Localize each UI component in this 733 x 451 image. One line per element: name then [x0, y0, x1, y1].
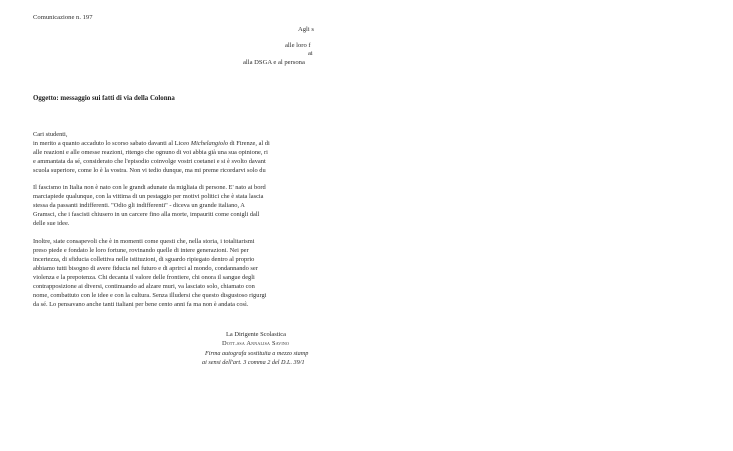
paragraph-2-line: Gramsci, che i fascisti chiusero in un carcere fino alla morte, impauriti come conigli dall — [33, 211, 260, 218]
recipient-line: ai — [308, 50, 313, 57]
paragraph-1-line: alle reazioni e alle omesse reazioni, ritengo che ognuno di voi abbia già una sua opinione, ri — [33, 149, 268, 156]
recipient-line: alla DSGA e al persona — [243, 59, 305, 66]
paragraph-3-line: preso piede e fondato le loro fortune, rovinando quelle di intere generazioni. Nei per — [33, 247, 249, 254]
paragraph-3-line: violenza e la prepotenza. Chi decanta il valore delle frontiere, chi onora il sangue degli — [33, 274, 255, 281]
letter-visible-area — [0, 0, 329, 451]
communication-number: Comunicazione n. 197 — [33, 14, 93, 21]
paragraph-3-line: abbiamo tutti bisogno di avere fiducia nel futuro e di aprirci al mondo, condannando ser — [33, 265, 258, 272]
signature-note: Firma autografa sostituita a mezzo stamp — [205, 350, 309, 357]
signature-role: La Dirigente Scolastica — [226, 331, 286, 338]
paragraph-1-line: scuola superiore, come lo è la vostra. Non vi tedio dunque, ma mi preme ricordarvi solo du — [33, 167, 266, 174]
paragraph-2-line: Il fascismo in Italia non è nato con le grandi adunate da migliaia di persone. E' nato ai bord — [33, 184, 266, 191]
paragraph-2-line: stessa da passanti indifferenti. "Odio gli indifferenti" - diceva un grande italiano, A — [33, 202, 245, 209]
paragraph-1-line: e ammantata da sé, considerato che l'episodio coinvolge vostri coetanei e si è svolto davant — [33, 158, 266, 165]
paragraph-3-line: incertezza, di sfiducia collettiva nelle istituzioni, di sguardo ripiegato dentro al proprio — [33, 256, 255, 263]
paragraph-3-line: da sé. Lo pensavano anche tanti italiani per bene cento anni fa ma non è andata così. — [33, 301, 249, 308]
subject-line: Oggetto: messaggio sui fatti di via della Colonna — [33, 95, 175, 102]
signature-note: ai sensi dell'art. 3 comma 2 del D.L. 39/1 — [202, 359, 305, 366]
paragraph-2-line: delle sue idee. — [33, 220, 70, 227]
paragraph-3-line: contrapposizione ai diversi, continuando ad alzare muri, va lasciato solo, chiamato con — [33, 283, 255, 290]
paragraph-3-line: nome, combattuto con le idee e con la cultura. Senza illudersi che questo disgustoso rigurgi — [33, 292, 267, 299]
paragraph-2-line: marciapiede qualunque, con la vittima di un pestaggio per motivi politici che è stata lascia — [33, 193, 264, 200]
paragraph-3-line: Inoltre, siate consapevoli che è in momenti come questi che, nella storia, i totalitarismi — [33, 238, 255, 245]
signature-name: Dott.ssa Annalisa Savino — [222, 340, 290, 347]
salutation: Cari studenti, — [33, 131, 68, 138]
recipient-line: Agli s — [298, 26, 314, 33]
recipient-line: alle loro f — [285, 42, 311, 49]
p1-line-1-text: in merito a quanto accaduto lo scorso sabato davanti al Liceo Michelangiolo di Firenze, al di — [33, 140, 270, 147]
paragraph-1-line — [33, 140, 270, 148]
